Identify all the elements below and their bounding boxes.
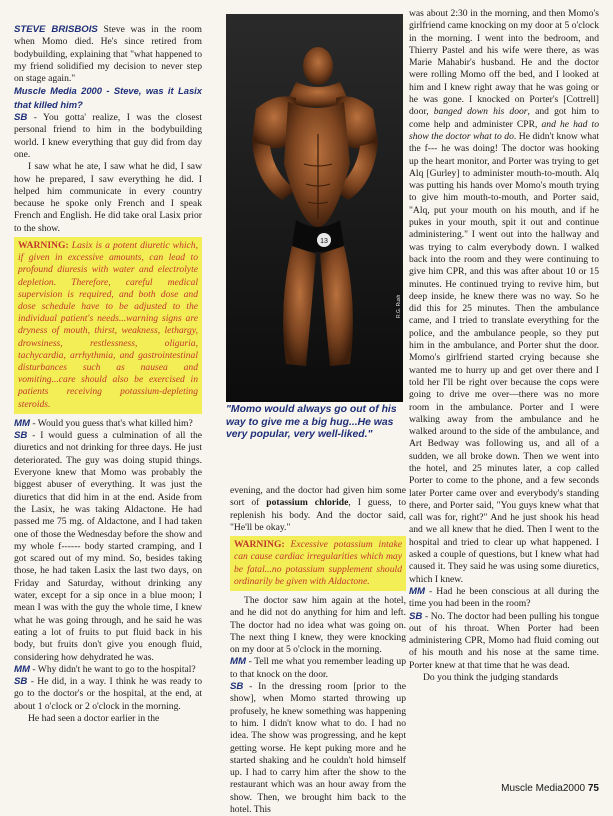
answer-2 xyxy=(14,430,202,664)
warning-text: Lasix is a potent diuretic which, if given in excessive amounts, can lead to profound diuresis with water and electrolyte depletion. Therefore, careful medical supervision is required, and both dose and dose schedule have to be adjusted to the individual patient's needs...warning signs are dryness of mouth, thirst, weakness, lethargy, drowsiness, restlessness, oliguria, tachycardia, arrhythmia, and gastrointestinal disturbances such as nausea and vomiting...care should also be exercised in patients receiving potassium-depleting steroids. xyxy=(18,240,198,410)
bold-text-run: potassium chloride xyxy=(266,497,349,509)
question-1 xyxy=(409,586,599,611)
question-1-text: Muscle Media 2000 - Steve, was it Lasix that killed him? xyxy=(14,85,202,110)
question-2-text: - Would you guess that's what killed him? xyxy=(29,417,193,429)
photo-caption: "Momo would always go out of his way to give me a big hug...He was very popular, very well-liked." xyxy=(226,404,397,441)
answer-1-text: - In the dressing room [prior to the show], when Momo started throwing up profusely, he knew something was happening to him. I didn't know what to do. I had no idea. The show was progressing, and he kept getting worse. He kept puking more and he started shaking and he couldn't hold himself up. I had to carry him after the show to the restaurant which was an hour away from the show. Then, we brought him back to the hotel. This xyxy=(230,681,406,816)
speaker-tag: SB xyxy=(14,676,28,688)
speaker-tag: MM xyxy=(230,656,246,668)
speaker-tag: SB xyxy=(230,681,244,693)
paragraph-3: He had seen a doctor earlier in the xyxy=(28,713,160,725)
answer-1 xyxy=(409,611,599,672)
answer-3 xyxy=(14,676,202,713)
answer-3-text: - He did, in a way. I think he was ready to go to the doctor's or the hospital, at the end, at about 1 o'clock or 2 o'clock in the morning. xyxy=(14,676,202,712)
warning-text: Excessive potassium intake can cause cardiac irregularities which may be fatal...no potassium supplement should ordinarily be given with Aldactone. xyxy=(234,539,402,587)
paragraph-1 xyxy=(230,485,406,534)
text-run: evening, and the doctor had given him some sort of xyxy=(230,485,406,509)
column-3 xyxy=(409,8,599,684)
paragraph-2: I saw what he ate, I saw what he did, I saw how he prepared, I saw everything he did. I helped him communicate in every country because he spoke only French and I speak French and English. He did take oral Lasix prior to the show. xyxy=(14,161,202,234)
warning-label: WARNING: xyxy=(18,240,69,252)
warning-label: WARNING: xyxy=(234,539,285,551)
bodybuilder-illustration xyxy=(226,14,403,402)
paragraph-2: The doctor saw him again at the hotel, and he did not do anything for him and left. The doctor had no idea what was going on. The next thing I knew, they were knocking on my door at 5 o'clock in the morning. xyxy=(230,595,406,656)
paragraph-1 xyxy=(409,8,599,586)
answer-2-text: - I would guess a culmination of all the diuretics and not drinking for three days. He just deteriorated. The guy was doing stupid things. Everyone knew that Momo was probably the biggest abuser of everything. It was just the diuretics that did him in at the end. Aside from the Lasix, he was taking Aldactone. He had passed me 75 mg. of Aldactone, and I had taken one of those the Wednesday before the show and my whole f------ body started cramping, and I got scared out of my mind. So, besides taking those, he had taken Lasix the last two days, on Friday and Saturday, without drinking any water, except for a sip once in a blue moon; I mean I was with the guy the whole time, I knew what he was going through, and he said he was eating a lot of fruits to put fluid back in his body, but fruits don't give you enough fluid, considering how dehydrated he was. xyxy=(14,430,202,663)
text-run: . He didn't know what the f--- he was doing! The doctor was hooking up the heart monitor, and Porter was trying to get Alq [Gurley] to administer mouth-to-mouth. Alq was putting his hands over Momo's mouth trying to give him mouth-to-mouth, and Porter said, "Alq, put your mouth on his mouth, and if he pukes in your mouth, spit it out and continue administering." I went out into the hallway and was trying to calm everybody down. I walked back into the room and they were continuing to give him CPR, and this was after about 10 or 15 minutes. He continued trying to revive him, but deep inside, he knew there was no way. So he did this for 25 minutes. Then the ambulance came, and I tried to translate everything for the police, and the ambulance people, so they put him in the ambulance, and Porter shut the door. Momo's girlfriend started crying because she wanted me to hurry up and get over there and I told her I'll be right over because the cops were going to drive me over—there was no more room in the ambulance. Porter and I were walking away from the ambulance and he walked around to the side of the ambulance, and Art Bedway was following us, and all of a sudden, we all broke down. Then we went into the hotel, and 25 minutes later, a cop called Porter to come to the phone, and a few seconds later Porter came over and everybody's standing there, and Porter said, "You guys knew what that call was for, right?" And he just shook his head and we all knew that he died. Then I went to the hospital and tried to clear up what happened. I asked a couple of questions, but I knew what had caused it. They said he was using some diuretics, which I knew. xyxy=(409,130,599,585)
paragraph-2: Do you think the judging standards xyxy=(423,672,559,684)
page-footer xyxy=(501,783,599,794)
text-run: , and got him to come help and administer CPR, xyxy=(409,106,599,130)
magazine-name: Muscle Media2000 xyxy=(501,783,586,794)
question-3-text: - Why didn't he want to go to the hospital? xyxy=(29,663,196,675)
speaker-tag: MM xyxy=(14,663,30,675)
speaker-name: STEVE BRISBOIS xyxy=(14,24,98,35)
answer-1 xyxy=(230,681,406,816)
speaker-tag: MM xyxy=(409,585,425,597)
question-1 xyxy=(230,656,406,681)
answer-1-text: - You gotta' realize, I was the closest personal friend to him in the bodybuilding world. I knew everything that guy did from day one. xyxy=(14,112,202,160)
question-3 xyxy=(14,664,202,676)
lasix-warning-box xyxy=(14,237,202,414)
answer-1 xyxy=(14,112,202,161)
italic-text-run: banged down his door xyxy=(433,106,528,118)
speaker-tag: SB xyxy=(14,430,28,442)
contest-number: 13 xyxy=(320,238,328,245)
column-1 xyxy=(14,24,202,725)
italic-text-run: and he had to show the doctor what to do xyxy=(409,118,599,142)
page-number: 75 xyxy=(587,783,599,794)
answer-1-text: - No. The doctor had been pulling his tongue out of his throat. When Porter had been administering CPR, Momo had fluid coming out of his mouth and his nose at the same time. Porter knew at that time that he was dead. xyxy=(409,610,599,671)
potassium-warning-box xyxy=(230,536,406,591)
speaker-tag: MM xyxy=(14,417,30,429)
speaker-tag: SB xyxy=(14,112,28,124)
speaker-tag: SB xyxy=(409,610,423,622)
intro-text: Steve was in the room when Momo died. He's since retired from bodybuilding, explaining that "what happened to my friend solidified my decision to never step on stage again." xyxy=(14,24,202,85)
question-2 xyxy=(14,418,202,430)
bodybuilder-photo xyxy=(226,14,403,402)
text-run: , I guess, to replenish his body. And the doctor said, "He'll be okay." xyxy=(230,497,406,533)
text-run: was about 2:30 in the morning, and then Momo's girlfriend came knocking on my door at 5 o'clock in the morning. I went into the bedroom, and Thierry Pastel and his wife were there, as was Marie Mahabir's husband. He and the doctor were rolling Momo off the bed, and I looked at him and I knew right away that he was going or he was gone. I knocked on Porter's [Cottrell] door, xyxy=(409,8,599,118)
intro-paragraph xyxy=(14,24,202,85)
question-1-text: - Tell me what you remember leading up to that knock on the door. xyxy=(230,656,406,680)
column-2 xyxy=(230,485,406,816)
photo-credit: R.G. Rush xyxy=(396,294,402,318)
question-1-text: - Had he been conscious at all during the time you had been in the room? xyxy=(409,585,599,610)
question-1 xyxy=(14,85,202,112)
